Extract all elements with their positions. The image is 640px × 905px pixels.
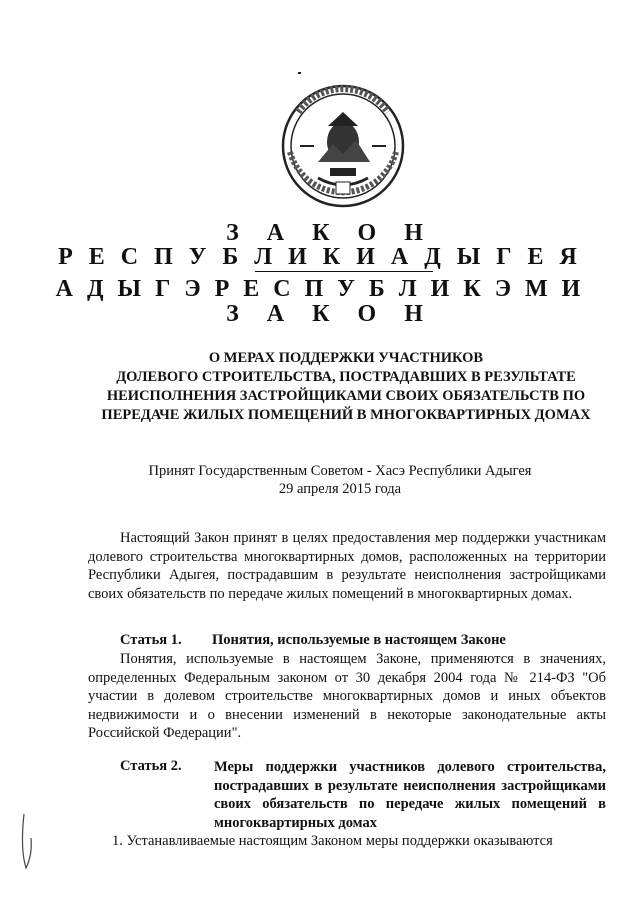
- subject-line: О МЕРАХ ПОДДЕРЖКИ УЧАСТНИКОВ: [208, 350, 484, 366]
- law-heading-line1: З А К О Н: [226, 220, 434, 246]
- article-1-heading: [120, 632, 506, 649]
- article-1-title: Понятия, используемые в настоящем Законе: [212, 632, 506, 648]
- speck: [298, 72, 301, 74]
- adoption-authority: Принят Государственным Советом - Хасэ Республики Адыгея: [148, 463, 532, 479]
- adoption-info: [60, 462, 620, 498]
- heading-divider: [255, 271, 433, 272]
- article-2-number: Статья 2.: [120, 758, 182, 774]
- subject-line: ПЕРЕДАЧЕ ЖИЛЫХ ПОМЕЩЕНИЙ В МНОГОКВАРТИРНЫХ ДОМАХ: [101, 407, 591, 423]
- republic-emblem-seal: [278, 82, 408, 210]
- law-subject-title: [84, 349, 608, 425]
- article-1-text: Понятия, используемые в настоящем Законе, применяются в значениях, определенных Федеральным законом от 30 декабря 2004 года № 214-ФЗ "Об участии в долевом строительстве многоквартирных домов и иных объектов недвижимости и о внесении изменений в некоторые законодательные акты Российской Федерации".: [88, 651, 606, 741]
- article-2-text: 1. Устанавливаемые настоящим Законом меры поддержки оказываются: [112, 833, 553, 849]
- subject-line: НЕИСПОЛНЕНИЯ ЗАСТРОЙЩИКАМИ СВОИХ ОБЯЗАТЕЛЬСТВ ПО: [106, 388, 586, 404]
- law-heading-line2: Р Е С П У Б Л И К И А Д Ы Г Е Я: [58, 244, 582, 270]
- preamble-paragraph: Настоящий Закон принят в целях предоставления мер поддержки участникам долевого строительства многоквартирных домов, расположенных на территории Республики Адыгея, пострадавшим в результате неисполнения застройщиками своих обязательств по передаче жилых помещений в многоквартирных домах.: [88, 530, 606, 602]
- law-heading-line3: А Д Ы Г Э Р Е С П У Б Л И К Э М И: [55, 276, 585, 302]
- law-heading-line4: З А К О Н: [226, 301, 434, 327]
- subject-line: ДОЛЕВОГО СТРОИТЕЛЬСТВА, ПОСТРАДАВШИХ В РЕЗУЛЬТАТЕ: [116, 369, 576, 385]
- adoption-date: 29 апреля 2015 года: [278, 481, 402, 497]
- article-1-number: Статья 1.: [120, 632, 182, 648]
- article-2-title: Меры поддержки участников долевого строительства, пострадавших в результате неисполнения застройщиками своих обязательств по передаче жилых помещений в многоквартирных домах: [214, 759, 606, 831]
- handwritten-margin-mark: [18, 812, 40, 872]
